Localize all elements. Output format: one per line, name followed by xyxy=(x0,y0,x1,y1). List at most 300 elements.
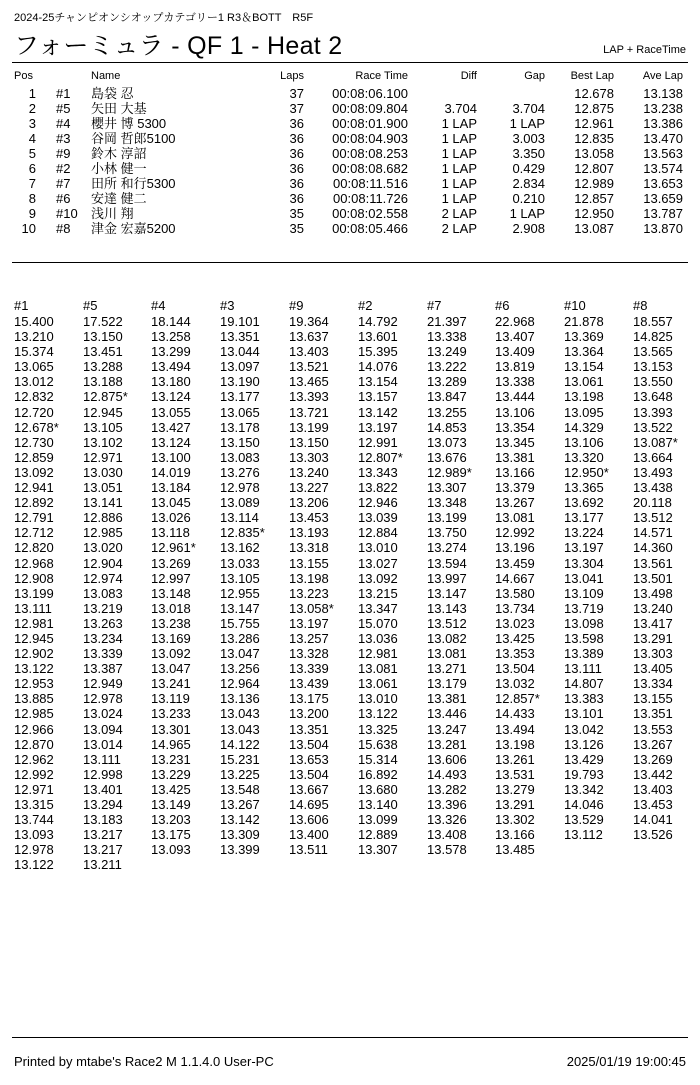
diff-cell: 1 LAP xyxy=(441,131,477,146)
lap-time-cell: 13.150 xyxy=(289,434,329,450)
lap-time-cell: 13.154 xyxy=(358,374,398,390)
lap-time-cell: 13.124 xyxy=(151,434,191,450)
lap-column-header: #5 xyxy=(83,298,98,313)
lap-time-cell: 13.553 xyxy=(633,721,673,737)
race-time-cell: 00:08:09.804 xyxy=(332,101,408,116)
lap-time-cell: 21.397 xyxy=(427,314,467,329)
lap-time-cell: 13.444 xyxy=(495,389,535,405)
lap-column xyxy=(495,298,563,857)
lap-time-cell: 12.971 xyxy=(14,781,54,797)
lap-time-cell: 13.105 xyxy=(220,570,260,586)
pos-cell: 4 xyxy=(28,131,36,146)
lap-time-cell: 13.719 xyxy=(564,600,604,616)
lap-time-cell: 13.734 xyxy=(495,600,535,616)
pos-cell: 8 xyxy=(28,191,36,206)
lap-time-cell: 13.095 xyxy=(564,404,604,420)
driver-name-cell: 小林 健一 xyxy=(91,161,147,176)
lap-time-cell: 13.365 xyxy=(564,480,604,496)
lap-time-cell: 13.184 xyxy=(151,480,191,496)
lap-time-cell: 13.043 xyxy=(220,706,260,722)
lap-time-cell: 12.892 xyxy=(14,495,54,511)
lap-time-cell: 14.433 xyxy=(495,706,535,722)
lap-time-cell: 13.408 xyxy=(427,827,467,843)
lap-time-cell: 12.820 xyxy=(14,540,54,556)
lap-time-cell: 13.223 xyxy=(289,585,329,601)
lap-time-cell: 13.111 xyxy=(14,600,52,616)
lap-column xyxy=(151,298,219,857)
lap-time-cell: 12.978 xyxy=(14,842,54,858)
laps-cell: 36 xyxy=(289,146,304,161)
lap-time-cell: 13.271 xyxy=(427,661,467,677)
lap-time-cell: 12.889 xyxy=(358,827,398,843)
lap-time-cell: 14.792 xyxy=(358,314,398,329)
lap-time-cell: 13.334 xyxy=(633,676,673,692)
lap-time-cell: 13.033 xyxy=(220,555,260,571)
lap-time-cell: 13.211 xyxy=(83,857,122,873)
lap-time-cell: 13.065 xyxy=(220,404,260,420)
ave-lap-cell: 13.563 xyxy=(643,146,683,161)
lap-time-cell: 13.014 xyxy=(83,736,123,752)
lap-time-cell: 13.565 xyxy=(633,344,673,360)
lap-time-cell: 13.351 xyxy=(289,721,329,737)
lap-column xyxy=(289,298,357,857)
diff-cell: 1 LAP xyxy=(441,191,477,206)
lap-time-cell: 13.744 xyxy=(14,812,54,828)
lap-time-cell: 14.019 xyxy=(151,464,191,480)
pos-cell: 10 xyxy=(21,221,36,236)
pos-cell: 2 xyxy=(28,101,36,116)
lap-time-cell: 13.396 xyxy=(427,797,467,812)
lap-time-cell: 13.501 xyxy=(633,570,673,586)
lap-time-cell: 12.953 xyxy=(14,676,54,692)
lap-time-cell: 15.070 xyxy=(358,615,398,631)
lap-time-cell: 12.962 xyxy=(14,751,54,767)
car-number-cell: #10 xyxy=(56,206,78,221)
race-time-cell: 00:08:05.466 xyxy=(332,221,408,236)
lap-time-cell: 13.081 xyxy=(358,661,398,677)
pos-cell: 9 xyxy=(28,206,36,221)
lap-time-cell: 13.453 xyxy=(633,797,673,812)
lap-time-cell: 13.036 xyxy=(358,630,398,646)
lap-time-cell: 13.550 xyxy=(633,374,673,390)
lap-time-cell: 13.279 xyxy=(495,781,535,797)
lap-time-cell: 13.122 xyxy=(358,706,398,722)
col-race-time: Race Time xyxy=(355,70,408,82)
lap-time-cell: 13.548 xyxy=(220,781,260,797)
lap-time-cell: 12.902 xyxy=(14,646,54,662)
lap-time-cell: 13.042 xyxy=(564,721,604,737)
lap-time-cell: 13.153 xyxy=(633,359,673,375)
lap-time-cell: 13.047 xyxy=(220,646,260,662)
lap-time-cell: 13.157 xyxy=(358,389,398,405)
lap-time-cell: 13.819 xyxy=(495,359,535,375)
col-ave-lap: Ave Lap xyxy=(642,70,683,82)
lap-time-cell: 18.557 xyxy=(633,314,673,329)
lap-time-cell: 13.561 xyxy=(633,555,673,571)
lap-time-cell: 12.966 xyxy=(14,721,54,737)
lap-time-cell: 13.169 xyxy=(151,630,191,646)
gap-cell: 1 LAP xyxy=(509,116,545,131)
lap-time-cell: 13.401 xyxy=(83,781,123,797)
laps-cell: 36 xyxy=(289,176,304,191)
lap-time-cell: 13.379 xyxy=(495,480,535,496)
lap-time-cell: 13.177 xyxy=(220,389,260,405)
lap-time-cell: 13.155 xyxy=(289,555,329,571)
lap-column xyxy=(14,298,82,872)
lap-time-cell: 13.179 xyxy=(427,676,467,692)
lap-time-cell: 13.061 xyxy=(358,676,398,692)
lap-time-cell: 13.261 xyxy=(495,751,535,767)
ave-lap-cell: 13.238 xyxy=(643,101,683,116)
lap-time-cell: 13.301 xyxy=(151,721,191,737)
lap-time-cell: 13.393 xyxy=(289,389,329,405)
diff-cell: 3.704 xyxy=(444,101,477,116)
lap-time-cell: 13.018 xyxy=(151,600,191,616)
race-time-cell: 00:08:04.903 xyxy=(332,131,408,146)
lap-time-cell: 13.148 xyxy=(151,585,191,601)
lap-time-cell: 13.405 xyxy=(633,661,673,677)
lap-time-cell: 13.200 xyxy=(289,706,329,722)
driver-name-cell: 浅川 翔 xyxy=(91,206,134,221)
lap-time-cell: 13.177 xyxy=(564,510,604,526)
lap-column xyxy=(358,298,426,857)
lap-time-cell: 12.974 xyxy=(83,570,123,586)
lap-time-cell: 13.338 xyxy=(495,374,535,390)
lap-time-cell: 12.857* xyxy=(495,691,540,707)
lap-time-cell: 19.101 xyxy=(220,314,260,329)
lap-time-cell: 13.257 xyxy=(289,630,329,646)
lap-time-cell: 12.678* xyxy=(14,419,59,435)
lap-time-cell: 13.526 xyxy=(633,827,673,843)
lap-column-header: #3 xyxy=(220,298,235,313)
best-lap-cell: 12.678 xyxy=(574,86,614,101)
best-lap-cell: 12.989 xyxy=(574,176,614,191)
lap-time-cell: 13.750 xyxy=(427,525,467,541)
col-pos: Pos xyxy=(14,70,33,82)
lap-time-cell: 13.442 xyxy=(633,766,673,782)
lap-time-cell: 13.328 xyxy=(289,646,329,662)
lap-time-cell: 13.997 xyxy=(427,570,467,586)
lap-time-cell: 13.425 xyxy=(495,630,535,646)
lap-time-cell: 13.504 xyxy=(495,661,535,677)
lap-time-cell: 13.122 xyxy=(14,857,54,873)
lap-time-cell: 13.680 xyxy=(358,781,398,797)
lap-time-cell: 13.267 xyxy=(495,495,535,511)
lap-time-cell: 13.093 xyxy=(14,827,54,843)
lap-time-cell: 15.400 xyxy=(14,314,54,329)
lap-time-cell: 13.286 xyxy=(220,630,260,646)
lap-time-cell: 13.051 xyxy=(83,480,123,496)
driver-name-cell: 田所 和行5300 xyxy=(91,176,176,191)
lap-time-cell: 13.149 xyxy=(151,797,191,812)
ave-lap-cell: 13.870 xyxy=(643,221,683,236)
lap-time-cell: 12.870 xyxy=(14,736,54,752)
lap-time-cell: 12.964 xyxy=(220,676,260,692)
lap-time-cell: 13.400 xyxy=(289,827,329,843)
lap-time-cell: 13.102 xyxy=(83,434,123,450)
ave-lap-cell: 13.574 xyxy=(643,161,683,176)
laps-cell: 37 xyxy=(289,101,304,116)
lap-time-cell: 13.126 xyxy=(564,736,604,752)
lap-time-cell: 13.147 xyxy=(220,600,260,616)
diff-cell: 2 LAP xyxy=(441,221,477,236)
lap-time-cell: 13.217 xyxy=(83,842,123,858)
lap-time-cell: 15.755 xyxy=(220,615,260,631)
lap-time-cell: 13.147 xyxy=(427,585,467,601)
lap-time-cell: 13.364 xyxy=(564,344,604,360)
lap-time-cell: 13.383 xyxy=(564,691,604,707)
ave-lap-cell: 13.659 xyxy=(643,191,683,206)
lap-time-cell: 13.093 xyxy=(151,842,191,858)
lap-time-cell: 12.998 xyxy=(83,766,123,782)
header-divider xyxy=(12,62,688,63)
lap-time-cell: 13.030 xyxy=(83,464,123,480)
lap-time-cell: 13.027 xyxy=(358,555,398,571)
lap-time-cell: 13.065 xyxy=(14,359,54,375)
lap-time-cell: 13.224 xyxy=(564,525,604,541)
best-lap-cell: 12.950 xyxy=(574,206,614,221)
lap-time-cell: 13.326 xyxy=(427,812,467,828)
lap-time-cell: 15.231 xyxy=(220,751,260,767)
printed-by: Printed by mtabe's Race2 M 1.1.4.0 User-PC xyxy=(14,1054,274,1069)
car-number-cell: #4 xyxy=(56,116,71,131)
lap-time-cell: 13.106 xyxy=(564,434,604,450)
lap-time-cell: 13.289 xyxy=(427,374,467,390)
lap-time-cell: 13.219 xyxy=(83,600,123,616)
lap-time-cell: 13.225 xyxy=(220,766,260,782)
lap-time-cell: 13.210 xyxy=(14,329,54,345)
lap-time-cell: 13.307 xyxy=(358,842,398,858)
lap-time-cell: 13.241 xyxy=(151,676,191,692)
lap-time-cell: 13.594 xyxy=(427,555,467,571)
lap-time-cell: 13.291 xyxy=(633,630,673,646)
lap-time-cell: 13.485 xyxy=(495,842,535,858)
pos-cell: 3 xyxy=(28,116,36,131)
lap-time-cell: 13.227 xyxy=(289,480,329,496)
laps-cell: 36 xyxy=(289,131,304,146)
lap-time-cell: 13.304 xyxy=(564,555,604,571)
lap-time-cell: 13.045 xyxy=(151,495,191,511)
lap-time-cell: 13.196 xyxy=(495,540,535,556)
lap-time-cell: 13.106 xyxy=(495,404,535,420)
gap-cell: 3.003 xyxy=(512,131,545,146)
page-title: フォーミュラ - QF 1 - Heat 2 xyxy=(14,32,343,60)
lap-time-cell: 13.083 xyxy=(83,585,123,601)
lap-column xyxy=(564,298,632,842)
lap-time-cell: 13.258 xyxy=(151,329,191,345)
laps-cell: 36 xyxy=(289,161,304,176)
lap-time-cell: 13.504 xyxy=(289,736,329,752)
lap-time-cell: 12.946 xyxy=(358,495,398,511)
lap-time-cell: 14.853 xyxy=(427,419,467,435)
lap-time-cell: 13.240 xyxy=(289,464,329,480)
lap-time-cell: 13.339 xyxy=(289,661,329,677)
lap-time-cell: 13.175 xyxy=(289,691,329,707)
lap-time-cell: 13.529 xyxy=(564,812,604,828)
lap-time-cell: 13.105 xyxy=(83,419,123,435)
table-row xyxy=(0,86,700,101)
table-row xyxy=(0,161,700,176)
table-row xyxy=(0,191,700,206)
lap-time-cell: 13.512 xyxy=(427,615,467,631)
driver-name-cell: 津金 宏嘉5200 xyxy=(91,221,176,236)
lap-time-cell: 13.229 xyxy=(151,766,191,782)
lap-time-cell: 12.712 xyxy=(14,525,54,541)
lap-time-cell: 13.676 xyxy=(427,449,467,465)
lap-time-cell: 20.118 xyxy=(633,495,672,511)
lap-time-cell: 13.531 xyxy=(495,766,535,782)
lap-time-cell: 13.303 xyxy=(289,449,329,465)
lap-time-cell: 12.991 xyxy=(358,434,398,450)
lap-column-header: #10 xyxy=(564,298,586,313)
lap-time-cell: 13.233 xyxy=(151,706,191,722)
lap-time-cell: 13.087* xyxy=(633,434,678,450)
lap-time-cell: 13.521 xyxy=(289,359,329,375)
lap-time-cell: 12.908 xyxy=(14,570,54,586)
lap-time-cell: 13.393 xyxy=(633,404,673,420)
lap-time-cell: 12.945 xyxy=(14,630,54,646)
lap-time-cell: 13.381 xyxy=(427,691,467,707)
lap-time-cell: 13.114 xyxy=(220,510,259,526)
lap-time-cell: 13.155 xyxy=(633,691,673,707)
lap-time-cell: 12.941 xyxy=(14,480,54,496)
table-row xyxy=(0,176,700,191)
lap-time-cell: 16.892 xyxy=(358,766,398,782)
lap-time-cell: 13.498 xyxy=(633,585,673,601)
col-best-lap: Best Lap xyxy=(570,70,614,82)
lap-time-cell: 13.351 xyxy=(633,706,673,722)
lap-time-cell: 13.143 xyxy=(427,600,467,616)
lap-time-cell: 13.024 xyxy=(83,706,123,722)
gap-cell: 1 LAP xyxy=(509,206,545,221)
lap-time-cell: 13.381 xyxy=(495,449,535,465)
lap-time-cell: 13.299 xyxy=(151,344,191,360)
lap-time-cell: 14.122 xyxy=(220,736,260,752)
best-lap-cell: 13.058 xyxy=(574,146,614,161)
lap-time-cell: 14.076 xyxy=(358,359,398,375)
table-row xyxy=(0,116,700,131)
race-time-cell: 00:08:11.726 xyxy=(333,191,408,206)
lap-time-cell: 13.403 xyxy=(289,344,329,360)
pos-cell: 6 xyxy=(28,161,36,176)
lap-time-cell: 13.197 xyxy=(289,615,329,631)
lap-time-cell: 13.044 xyxy=(220,344,260,360)
lap-time-cell: 13.453 xyxy=(289,510,329,526)
lap-time-cell: 13.407 xyxy=(495,329,535,345)
driver-name-cell: 谷岡 哲郎5100 xyxy=(91,131,176,146)
lap-time-cell: 13.111 xyxy=(83,751,121,767)
lap-time-cell: 13.606 xyxy=(289,812,329,828)
lap-time-cell: 13.302 xyxy=(495,812,535,828)
lap-time-cell: 13.320 xyxy=(564,449,604,465)
lap-time-cell: 15.314 xyxy=(358,751,398,767)
lap-time-cell: 13.256 xyxy=(220,661,260,677)
driver-name-cell: 島袋 忍 xyxy=(91,86,134,101)
race-time-cell: 00:08:01.900 xyxy=(332,116,408,131)
diff-cell: 1 LAP xyxy=(441,161,477,176)
col-laps: Laps xyxy=(280,70,304,82)
car-number-cell: #7 xyxy=(56,176,71,191)
lap-time-cell: 12.835* xyxy=(220,525,265,541)
lap-time-cell: 12.968 xyxy=(14,555,54,571)
lap-time-cell: 12.985 xyxy=(83,525,123,541)
best-lap-cell: 13.087 xyxy=(574,221,614,236)
lap-time-cell: 13.459 xyxy=(495,555,535,571)
lap-time-cell: 13.109 xyxy=(564,585,604,601)
lap-time-cell: 13.166 xyxy=(495,827,535,843)
lap-time-cell: 13.263 xyxy=(83,615,123,631)
lap-time-cell: 13.111 xyxy=(564,661,602,677)
lap-time-cell: 13.451 xyxy=(83,344,123,360)
lap-time-cell: 14.493 xyxy=(427,766,467,782)
lap-time-cell: 13.142 xyxy=(358,404,398,420)
lap-time-cell: 13.142 xyxy=(220,812,260,828)
lap-time-cell: 12.807* xyxy=(358,449,403,465)
lap-time-cell: 13.119 xyxy=(151,691,190,707)
lap-time-cell: 13.198 xyxy=(495,736,535,752)
lap-time-cell: 14.695 xyxy=(289,797,329,812)
lap-time-cell: 13.338 xyxy=(427,329,467,345)
lap-time-cell: 13.124 xyxy=(151,389,191,405)
lap-time-cell: 13.721 xyxy=(289,404,329,420)
lap-time-cell: 13.215 xyxy=(358,585,398,601)
results-divider xyxy=(12,262,688,263)
driver-name-cell: 櫻井 博 5300 xyxy=(91,116,167,131)
lap-time-cell: 13.307 xyxy=(427,480,467,496)
lap-time-cell: 13.136 xyxy=(220,691,260,707)
lap-time-cell: 13.098 xyxy=(564,615,604,631)
lap-time-cell: 13.234 xyxy=(83,630,123,646)
lap-time-cell: 13.325 xyxy=(358,721,398,737)
gap-cell: 3.704 xyxy=(512,101,545,116)
lap-column-header: #4 xyxy=(151,298,166,313)
lap-time-cell: 13.339 xyxy=(83,646,123,662)
lap-time-cell: 13.274 xyxy=(427,540,467,556)
best-lap-cell: 12.875 xyxy=(574,101,614,116)
lap-time-cell: 15.395 xyxy=(358,344,398,360)
lap-time-cell: 13.347 xyxy=(358,600,398,616)
lap-time-cell: 13.522 xyxy=(633,419,673,435)
lap-time-cell: 13.222 xyxy=(427,359,467,375)
race-time-cell: 00:08:06.100 xyxy=(332,86,408,101)
lap-time-cell: 22.968 xyxy=(495,314,535,329)
report-type-label: LAP + RaceTime xyxy=(603,44,686,56)
lap-column xyxy=(633,298,700,842)
lap-time-cell: 13.353 xyxy=(495,646,535,662)
laps-cell: 35 xyxy=(289,206,304,221)
lap-time-cell: 13.369 xyxy=(564,329,604,345)
footer-divider xyxy=(12,1037,688,1038)
lap-time-cell: 13.664 xyxy=(633,449,673,465)
lap-time-cell: 13.601 xyxy=(358,329,398,345)
lap-time-cell: 13.291 xyxy=(495,797,535,812)
lap-time-cell: 13.351 xyxy=(220,329,260,345)
lap-time-cell: 13.043 xyxy=(220,721,260,737)
lap-time-cell: 13.082 xyxy=(427,630,467,646)
lap-time-cell: 13.493 xyxy=(633,464,673,480)
lap-time-cell: 13.348 xyxy=(427,495,467,511)
lap-time-cell: 13.197 xyxy=(358,419,398,435)
ave-lap-cell: 13.653 xyxy=(643,176,683,191)
best-lap-cell: 12.807 xyxy=(574,161,614,176)
lap-time-cell: 21.878 xyxy=(564,314,604,329)
lap-time-cell: 13.183 xyxy=(83,812,123,828)
lap-time-cell: 13.247 xyxy=(427,721,467,737)
lap-time-cell: 12.981 xyxy=(14,615,54,631)
lap-time-cell: 13.032 xyxy=(495,676,535,692)
lap-time-cell: 13.269 xyxy=(633,751,673,767)
lap-time-cell: 13.387 xyxy=(83,661,123,677)
